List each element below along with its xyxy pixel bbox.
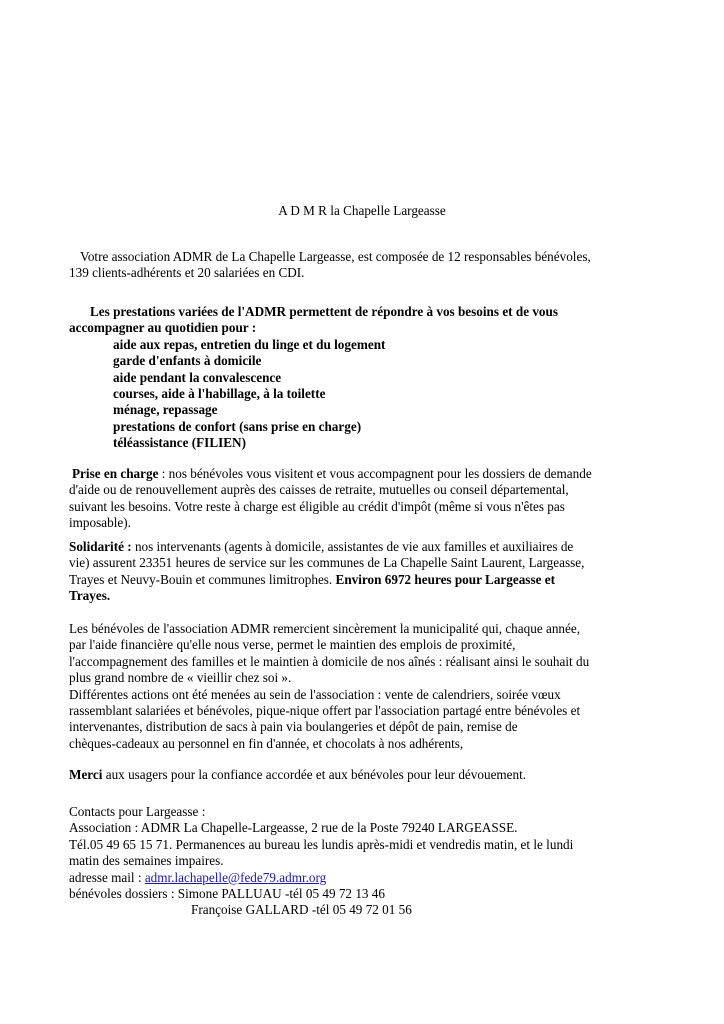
contacts-benevoles-2: Françoise GALLARD -tél 05 49 72 01 56 <box>191 902 412 918</box>
prestation-item: courses, aide à l'habillage, à la toilette <box>113 386 326 402</box>
prestations-heading-1: Les prestations variées de l'ADMR permettent de répondre à vos besoins et de vous <box>90 304 558 319</box>
prestation-item: aide aux repas, entretien du linge et du logement <box>113 336 386 352</box>
intro-line-1: Votre association ADMR de La Chapelle Largeasse, est composée de 12 responsables bénévoles, <box>80 249 591 264</box>
remerciements-line: plus grand nombre de « vieillir chez soi ». <box>69 670 292 686</box>
contacts-tel-line-2: matin des semaines impaires. <box>69 853 224 869</box>
solidarite-label: Solidarité : <box>69 539 132 554</box>
prise-en-charge-label: Prise en charge <box>72 466 159 481</box>
remerciements-line: chèques-cadeaux au personnel en fin d'année, et chocolats à nos adhérents, <box>69 735 464 751</box>
solidarite-line-1: nos intervenants (agents à domicile, assistantes de vie aux familles et auxiliaires de <box>131 539 574 554</box>
merci-label: Merci <box>69 767 103 782</box>
contacts-tel-line-1: Tél.05 49 65 15 71. Permanences au bureau les lundis après-midi et vendredis matin, et le lundi <box>69 836 574 852</box>
prestation-item: garde d'enfants à domicile <box>113 353 262 369</box>
remerciements-line: intervenantes, distribution de sacs à pain via boulangeries et dépôt de pain, remise de <box>69 719 518 735</box>
contacts-benevoles-1: bénévoles dossiers : Simone PALLUAU -tél 05 49 72 13 46 <box>69 886 385 902</box>
prestations-heading-2: accompagner au quotidien pour : <box>69 320 257 336</box>
remerciements-line: rassemblant salariées et bénévoles, pique-nique offert par l'association partagé entre bénévoles et <box>69 703 581 719</box>
contacts-heading: Contacts pour Largeasse : <box>69 804 206 819</box>
remerciements-paragraph <box>69 621 669 752</box>
intro-line-2: 139 clients-adhérents et 20 salariées en CDI. <box>69 265 305 281</box>
solidarite-hours-largeasse: Environ 6972 heures pour Largeasse et <box>335 571 555 587</box>
document-title: A D M R la Chapelle Largeasse <box>278 203 446 218</box>
solidarite-line-2: vie) assurent 23351 heures de service sur les communes de La Chapelle Saint Laurent, Largeasse, <box>69 555 585 571</box>
prestation-item: téléassistance (FILIEN) <box>113 435 246 451</box>
remerciements-line: par l'aide financière qu'elle nous verse, permet le maintien des emplois de proximité, <box>69 637 516 653</box>
remerciements-line: Les bénévoles de l'association ADMR remercient sincèrement la municipalité qui, chaque année, <box>69 621 581 636</box>
prestation-item: prestations de confort (sans prise en charge) <box>113 418 362 434</box>
solidarite-line-3: Trayes et Neuvy-Bouin et communes limitrophes. <box>69 571 336 587</box>
contacts-section <box>69 804 669 919</box>
solidarite-line-4: Trayes. <box>69 588 111 604</box>
prise-en-charge-line-4: imposable). <box>69 515 131 531</box>
remerciements-line: Différentes actions ont été menées au sein de l'association : vente de calendriers, soirée vœux <box>69 686 561 702</box>
prestation-item: ménage, repassage <box>113 402 218 418</box>
prise-en-charge-paragraph <box>69 466 669 532</box>
email-link[interactable]: admr.lachapelle@fede79.admr.org <box>144 869 327 885</box>
contacts-association: Association : ADMR La Chapelle-Largeasse, 2 rue de la Poste 79240 LARGEASSE. <box>69 820 518 836</box>
merci-paragraph <box>69 767 669 783</box>
contacts-mail-label: adresse mail : <box>69 869 145 885</box>
remerciements-line: l'accompagnement des familles et le maintien à domicile de nos aînés : réalisant ainsi le souhait du <box>69 653 590 669</box>
prestation-item: aide pendant la convalescence <box>113 369 282 385</box>
merci-text: aux usagers pour la confiance accordée et aux bénévoles pour leur dévouement. <box>102 767 527 782</box>
prise-en-charge-line-2: d'aide ou de renouvellement auprès des caisses de retraite, mutuelles ou conseil départemental, <box>69 482 569 498</box>
prise-en-charge-line-3: suivant les besoins. Votre reste à charge est éligible au crédit d'impôt (même si vous n'êtes pas <box>69 498 565 514</box>
intro-paragraph <box>69 249 669 282</box>
prestations-section <box>69 304 669 452</box>
solidarite-paragraph <box>69 539 669 605</box>
prise-en-charge-line-1: : nos bénévoles vous visitent et vous accompagnent pour les dossiers de demande <box>158 466 592 481</box>
